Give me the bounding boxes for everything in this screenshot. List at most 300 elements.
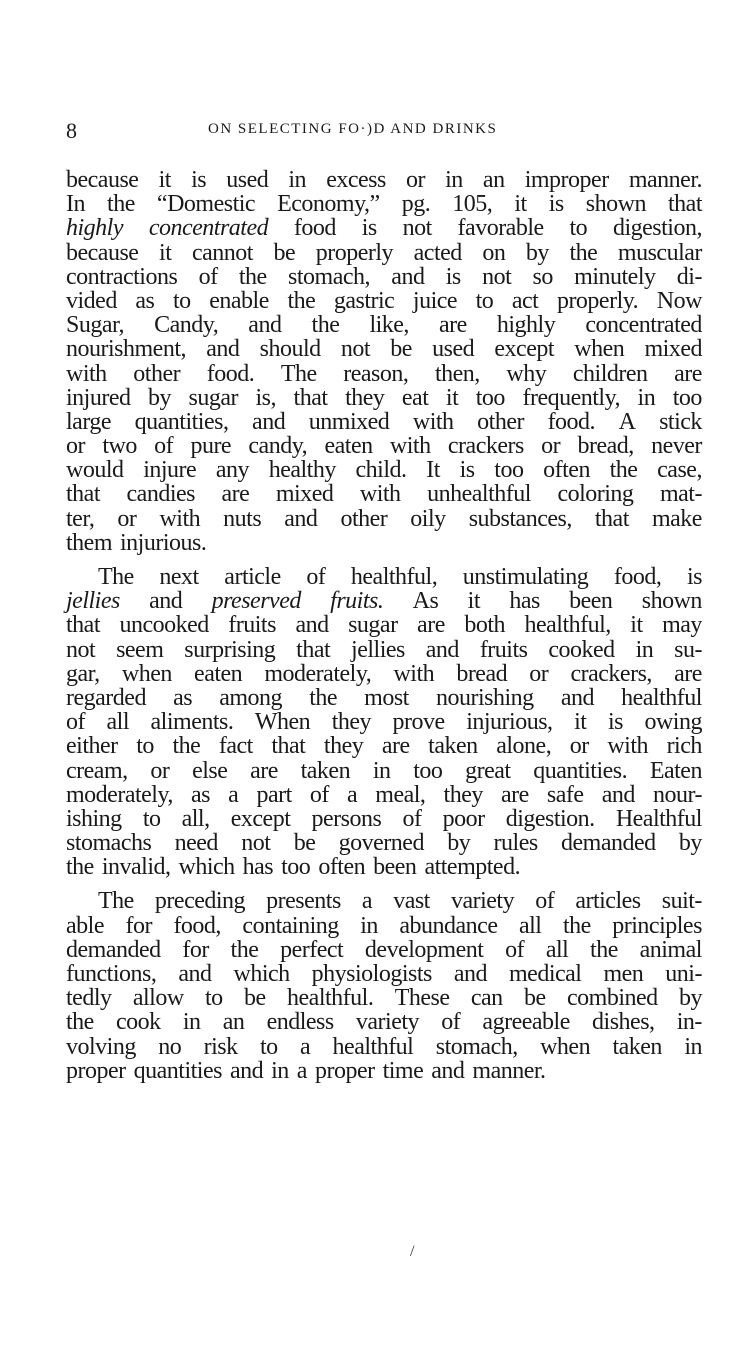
- word: as: [191, 781, 211, 808]
- word: quantities,: [134, 408, 229, 435]
- word: quantities: [133, 1057, 222, 1084]
- word: not: [66, 636, 96, 663]
- word: of: [306, 564, 326, 590]
- word: ter,: [66, 505, 95, 532]
- word: Eaten: [649, 757, 702, 784]
- word: on: [482, 239, 506, 266]
- running-head: ON SELECTING FO·)D AND DRINKS: [208, 121, 498, 137]
- word: injurious.: [120, 529, 207, 556]
- word: fruits: [479, 636, 528, 663]
- text-line: [66, 638, 702, 662]
- text-line: [66, 734, 702, 758]
- word: sugar: [348, 612, 398, 639]
- word: case,: [657, 457, 702, 484]
- word: are: [674, 360, 702, 387]
- word: pg.: [401, 191, 431, 218]
- word: that: [66, 481, 100, 508]
- word: the: [562, 912, 591, 939]
- word: why: [506, 360, 547, 387]
- word: demanded: [561, 830, 656, 857]
- word: in: [288, 167, 307, 193]
- word: to: [136, 733, 154, 760]
- word: shown: [641, 588, 702, 615]
- word: favorable: [457, 215, 544, 242]
- word: aliments.: [150, 709, 234, 736]
- word: vast: [393, 888, 430, 915]
- word: In: [66, 191, 85, 218]
- word: it: [467, 588, 480, 615]
- page-header: [66, 118, 702, 143]
- word: invalid,: [101, 854, 171, 881]
- word: they: [323, 733, 364, 760]
- word: food: [293, 215, 336, 242]
- word: the: [66, 1009, 94, 1036]
- word: most: [364, 684, 409, 711]
- word: the: [66, 854, 94, 881]
- word: It: [426, 457, 440, 484]
- text-line: [66, 565, 702, 589]
- text-line: [66, 889, 702, 913]
- word: acted: [413, 239, 462, 266]
- word: fact: [218, 733, 253, 760]
- word: regarded: [66, 684, 146, 711]
- word: and: [391, 263, 425, 290]
- word: children: [572, 360, 648, 387]
- word: able: [66, 912, 104, 939]
- word: with: [359, 481, 401, 508]
- word: food,: [613, 564, 662, 590]
- word: healthful,: [524, 612, 611, 639]
- text-line: [66, 482, 702, 506]
- word: of: [441, 1009, 461, 1036]
- word: is: [686, 564, 702, 590]
- word: when: [574, 336, 625, 363]
- text-line: [66, 831, 702, 855]
- word: with: [412, 408, 454, 435]
- word: cream,: [66, 757, 128, 784]
- word: which: [178, 854, 235, 881]
- word: an: [222, 1009, 245, 1036]
- word: as: [173, 684, 193, 711]
- text-line: [66, 807, 702, 831]
- text-line: [66, 613, 702, 637]
- word: food.: [206, 360, 255, 387]
- word: tedly: [66, 985, 112, 1012]
- word: it: [630, 612, 643, 639]
- word: excess: [326, 167, 386, 193]
- text-line: [66, 216, 702, 240]
- word: abundance: [399, 912, 498, 939]
- word: variety: [355, 1009, 420, 1036]
- word: cannot: [191, 239, 253, 266]
- word: that: [293, 384, 328, 411]
- word: in: [635, 636, 654, 663]
- paragraph: [66, 565, 702, 879]
- word: be: [524, 985, 546, 1012]
- word: stomach,: [288, 263, 370, 290]
- word: mixed: [644, 336, 702, 363]
- word: are: [501, 781, 529, 808]
- word: of: [535, 888, 555, 915]
- word: nuts: [223, 505, 262, 532]
- word: animal: [639, 936, 702, 963]
- word: they: [345, 384, 385, 411]
- word: the: [569, 239, 598, 266]
- word: medical: [509, 961, 582, 987]
- text-line: [66, 914, 702, 938]
- text-line: [66, 686, 702, 710]
- text-line: [66, 759, 702, 783]
- word: too: [494, 457, 524, 484]
- word: among: [219, 684, 283, 711]
- word: to: [205, 985, 223, 1012]
- word: time: [382, 1057, 424, 1084]
- word: taken: [300, 757, 351, 784]
- word: sugar: [188, 384, 238, 411]
- word: food.: [547, 408, 596, 435]
- word: the: [309, 684, 338, 711]
- word: not: [482, 263, 512, 290]
- word: to: [259, 1033, 278, 1060]
- word: not: [241, 830, 271, 857]
- word: muscular: [617, 239, 702, 266]
- word: unhealthful: [427, 481, 531, 508]
- word: that: [271, 733, 306, 760]
- word: Healthful: [615, 805, 702, 832]
- word: with: [159, 505, 201, 532]
- text-line: [66, 386, 702, 410]
- word: the: [107, 191, 135, 218]
- word: may: [662, 612, 702, 639]
- text-line: [66, 710, 702, 734]
- word: no: [158, 1033, 182, 1060]
- word: moderately,: [264, 660, 372, 687]
- word: that: [296, 636, 331, 663]
- word: them: [66, 529, 112, 556]
- word: as: [135, 287, 155, 314]
- word: and: [178, 961, 212, 987]
- word: a: [300, 1033, 311, 1060]
- word: it: [445, 384, 459, 411]
- word: safe: [546, 781, 584, 808]
- word: governed: [338, 830, 424, 857]
- word: proper: [66, 1057, 126, 1084]
- word: too: [413, 757, 443, 784]
- word: the: [230, 936, 259, 963]
- word: containing: [242, 912, 339, 939]
- word: or: [150, 757, 170, 784]
- word: jellies: [66, 588, 120, 615]
- text-line: [66, 986, 702, 1010]
- word: the: [311, 312, 340, 339]
- word: with: [393, 660, 435, 687]
- word: eaten: [194, 660, 243, 687]
- word: great: [465, 757, 511, 784]
- word: taken: [428, 733, 478, 760]
- text-line: [66, 589, 702, 613]
- word: then,: [434, 360, 480, 387]
- word: development: [364, 936, 484, 963]
- word: when: [540, 1033, 591, 1060]
- word: When: [254, 709, 311, 736]
- word: “Domestic: [156, 191, 256, 218]
- word: other: [477, 408, 524, 435]
- word: crackers: [447, 433, 524, 460]
- word: healthy: [268, 457, 336, 484]
- word: combined: [567, 985, 658, 1012]
- word: Sugar,: [66, 312, 125, 339]
- word: contractions: [66, 263, 178, 290]
- word: used: [432, 336, 475, 363]
- text-line: [66, 458, 702, 482]
- word: enable: [209, 287, 269, 314]
- word: be: [273, 239, 296, 266]
- word: in: [182, 1009, 201, 1036]
- word: not: [402, 215, 432, 242]
- word: digestion,: [612, 215, 702, 242]
- word: injure: [143, 457, 197, 484]
- word: gastric: [333, 287, 395, 314]
- word: demanded: [66, 936, 161, 963]
- word: a: [361, 888, 373, 915]
- word: to: [475, 287, 494, 314]
- word: eaten: [324, 433, 373, 460]
- word: vided: [66, 287, 117, 314]
- word: highly: [66, 215, 123, 242]
- word: and: [601, 781, 635, 808]
- word: di-: [676, 263, 702, 290]
- word: eat: [401, 384, 429, 411]
- word: volving: [66, 1033, 136, 1060]
- text-line: [66, 1059, 702, 1083]
- word: healthful,: [350, 564, 438, 590]
- word: in: [271, 1057, 289, 1084]
- word: shown: [585, 191, 646, 218]
- word: they: [331, 709, 372, 736]
- word: and: [425, 636, 459, 663]
- word: stomachs: [66, 830, 152, 857]
- word: in: [684, 1033, 702, 1060]
- word: is: [445, 263, 461, 290]
- word: never: [651, 433, 702, 460]
- word: stomach,: [435, 1033, 518, 1060]
- word: be: [390, 336, 412, 363]
- word: are: [674, 660, 702, 687]
- word: two: [102, 433, 137, 460]
- word: be: [244, 985, 266, 1012]
- text-line: [66, 168, 702, 192]
- word: and: [453, 961, 487, 987]
- word: and: [229, 1057, 264, 1084]
- word: the: [287, 287, 316, 314]
- text-line: [66, 265, 702, 289]
- word: mixed: [275, 481, 334, 508]
- word: act: [511, 287, 539, 314]
- text-line: [66, 507, 702, 531]
- word: digestion.: [505, 805, 595, 832]
- word: minutely: [574, 263, 656, 290]
- text-line: [66, 241, 702, 265]
- word: seem: [116, 636, 164, 663]
- word: cooked: [548, 636, 615, 663]
- word: has: [242, 854, 274, 881]
- word: except: [494, 336, 555, 363]
- word: both: [464, 612, 505, 639]
- word: with: [66, 360, 107, 387]
- text-line: [66, 855, 702, 879]
- word: to: [569, 215, 588, 242]
- word: nourishment,: [66, 336, 186, 363]
- word: concentrated: [148, 215, 269, 242]
- word: an: [482, 167, 505, 193]
- word: men: [603, 961, 644, 987]
- word: The: [98, 888, 134, 915]
- word: be: [293, 830, 316, 857]
- word: preserved: [211, 588, 301, 615]
- word: is: [191, 167, 207, 193]
- word: rules: [493, 830, 538, 857]
- word: meal,: [375, 781, 426, 808]
- word: are: [250, 757, 278, 784]
- word: substances,: [468, 505, 572, 532]
- word: is: [548, 191, 564, 218]
- word: or: [405, 167, 425, 193]
- word: when: [121, 660, 172, 687]
- word: it: [574, 709, 587, 736]
- word: by: [525, 239, 549, 266]
- word: owing: [644, 709, 702, 736]
- word: the: [172, 733, 201, 760]
- word: frequently,: [522, 384, 621, 411]
- body-text: [66, 168, 702, 1083]
- word: endless: [266, 1009, 334, 1036]
- word: manner.: [472, 1057, 546, 1084]
- word: and: [284, 505, 318, 532]
- word: and: [560, 684, 594, 711]
- word: with: [607, 733, 648, 760]
- word: in-: [676, 1009, 702, 1036]
- word: not: [340, 336, 371, 363]
- word: healthful.: [287, 985, 374, 1012]
- word: any: [215, 457, 250, 484]
- word: persons: [311, 805, 382, 832]
- word: or: [117, 505, 137, 532]
- word: The: [98, 564, 134, 590]
- word: in: [445, 167, 463, 193]
- word: ishing: [66, 805, 122, 832]
- word: make: [651, 505, 702, 532]
- word: poor: [442, 805, 485, 832]
- word: or: [569, 733, 589, 760]
- word: Candy,: [154, 312, 219, 339]
- word: These: [394, 985, 450, 1012]
- text-line: [66, 1010, 702, 1034]
- word: because: [66, 167, 139, 193]
- text-line: [66, 410, 702, 434]
- word: mat-: [659, 481, 702, 508]
- word: all,: [181, 805, 210, 832]
- word: or: [541, 433, 561, 460]
- text-line: [66, 962, 702, 986]
- word: are: [221, 481, 250, 508]
- word: manner.: [628, 167, 702, 193]
- word: has: [509, 588, 540, 615]
- text-line: [66, 434, 702, 458]
- word: A: [618, 408, 636, 435]
- word: in: [360, 912, 378, 939]
- word: which: [233, 961, 290, 987]
- word: that: [668, 191, 702, 218]
- word: unmixed: [308, 408, 390, 435]
- word: 105,: [452, 191, 493, 218]
- word: the: [609, 457, 638, 484]
- word: and: [295, 612, 329, 639]
- word: surprising: [184, 636, 276, 663]
- word: and: [431, 1057, 465, 1084]
- word: cook: [116, 1009, 161, 1036]
- word: physiologists: [311, 961, 432, 987]
- word: of: [198, 263, 218, 290]
- word: of: [505, 936, 525, 963]
- text-line: [66, 783, 702, 807]
- text-line: [66, 662, 702, 686]
- word: fruits.: [330, 588, 384, 615]
- word: uni-: [665, 961, 702, 987]
- paragraph: [66, 889, 702, 1083]
- word: alone,: [496, 733, 552, 760]
- word: bread: [456, 660, 508, 687]
- page-number: 8: [66, 118, 77, 143]
- word: large: [66, 408, 112, 435]
- word: and: [248, 312, 282, 339]
- word: often: [318, 854, 366, 881]
- word: is: [459, 457, 475, 484]
- word: is,: [255, 384, 277, 411]
- word: either: [66, 733, 118, 760]
- word: or: [529, 660, 549, 687]
- word: agreeable: [482, 1009, 570, 1036]
- word: child.: [355, 457, 407, 484]
- word: for: [182, 936, 209, 963]
- word: healthful: [332, 1033, 414, 1060]
- word: unstimulating: [462, 564, 589, 590]
- text-line: [66, 313, 702, 337]
- word: often: [543, 457, 590, 484]
- word: allow: [132, 985, 184, 1012]
- word: su-: [674, 636, 702, 663]
- word: too: [672, 384, 702, 411]
- word: been: [373, 854, 417, 881]
- word: been: [569, 588, 613, 615]
- word: that: [594, 505, 629, 532]
- word: coloring: [557, 481, 634, 508]
- word: properly.: [556, 287, 639, 314]
- word: by: [148, 384, 171, 411]
- word: to: [172, 287, 191, 314]
- word: it: [159, 239, 172, 266]
- word: article: [224, 564, 281, 590]
- word: reason,: [343, 360, 409, 387]
- word: preceding: [154, 888, 246, 915]
- word: pure: [190, 433, 232, 460]
- word: would: [66, 457, 124, 484]
- word: Now: [656, 287, 702, 314]
- word: candies: [126, 481, 195, 508]
- word: a: [347, 781, 358, 808]
- word: improper: [524, 167, 609, 193]
- word: Economy,”: [277, 191, 380, 218]
- word: moderately,: [66, 781, 173, 808]
